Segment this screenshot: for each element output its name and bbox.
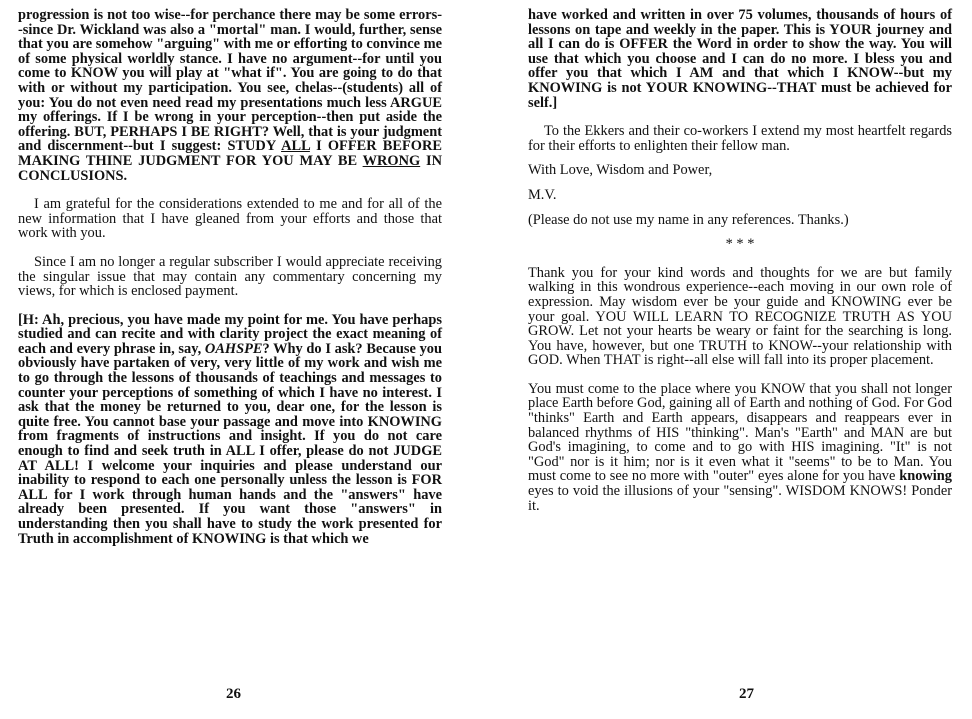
text-run: You must come to the place where you KNOW that you shall not longer place Earth before God, gaining all of Earth and nothing of God. For God "thinks" Earth and Earth appears, disappears and reappears ever in balanced rhythms of HIS "thinking". Man's "Earth" and MAN are but God's imagining, to come and to go with HIS imagining. "It" is not "God" nor is it him; nor is it even what it "seems" to be to Man. You must come to see no more with "outer" eyes alone for you have <box>528 380 953 485</box>
text-run: ? Why do I ask? Because you obviously have partaken of very, very little of my work and wish me to go through the lessons of thousands of teachings and messages to counter your perceptions of something of which I have no interest. I ask that the money be returned to you, dear one, for the lesson is quite free. You cannot base your passage and move into KNOWING from fragments of instructions and insight. If you do not care enough to find and seek truth in ALL I offer, please do not JUDGE AT ALL! I welcome your inquiries and please understand our inability to respond to each one personally unless the lesson is FOR ALL for I work through human hands and the "answers" have already been presented. If you want those "answers" in understanding then you shall have to study the work presented for Truth in accomplishment of KNOWING is that which we <box>18 340 442 547</box>
left-paragraph-2: I am grateful for the considerations extended to me and for all of the new information that I have gleaned from your efforts and those that work with you. <box>18 196 442 242</box>
left-paragraph-4 <box>18 313 442 547</box>
right-paragraph-2: To the Ekkers and their co-workers I extend my most heartfelt regards for their efforts to enlighten their fellow man. <box>528 123 952 154</box>
right-paragraph-note: (Please do not use my name in any references. Thanks.) <box>528 211 849 228</box>
right-paragraph-1: have worked and written in over 75 volumes, thousands of hours of lessons on tape and weekly in the paper. This is YOUR journey and all I can do is OFFER the Word in order to show the way. You will use that which you choose and I can do no more. I bless you and offer you that which I AM and that which I KNOW--but my KNOWING is not YOUR KNOWING--THAT must be achieved for self.] <box>528 7 952 111</box>
bold-word-knowing: knowing <box>899 468 952 485</box>
left-text-column <box>18 8 442 546</box>
left-paragraph-3: Since I am no longer a regular subscriber I would appreciate receiving the singular issue that may contain any commentary concerning my views, for which is enclosed payment. <box>18 253 442 300</box>
left-paragraph-1 <box>18 8 442 183</box>
underlined-word-wrong: WRONG <box>362 152 421 169</box>
right-page <box>486 0 972 719</box>
text-run: [H: Ah, precious, you have made my point for me. You have perhaps studied and can recite and with clarity project the exact meaning of each and every phrase in, say, <box>18 311 442 357</box>
text-run: IN CONCLUSIONS. <box>18 152 443 184</box>
closing-line: With Love, Wisdom and Power, <box>528 162 713 179</box>
section-separator: * * * <box>725 236 755 253</box>
text-run: progression is not too wise--for perchance there may be some errors--since Dr. Wickland was also a "mortal" man. I would, further, sense that you are somehow "arguing" with me or efforting to convince me of some physical worldly stance. I have no argument--for until you come to KNOW you will play at "what if". You are going to do that with or without my participation. You see, chelas--(students) all of you: You do not even need read my presentations much less ARGUE my offerings. If I be wrong in your perception--then put aside the offering. BUT, PERHAPS I BE RIGHT? Well, that is your judgment and discernment--but I suggest: STUDY <box>18 7 442 155</box>
right-text-column <box>528 8 952 513</box>
underlined-word-all: ALL <box>281 138 310 155</box>
italic-title-oahspe: OAHSPE <box>204 340 263 357</box>
page-number-left: 26 <box>226 686 241 702</box>
text-run: I OFFER BEFORE MAKING THINE JUDGMENT FOR YOU MAY BE <box>18 138 442 169</box>
right-paragraph-4 <box>528 382 952 513</box>
page-number-right: 27 <box>739 686 754 702</box>
signature-initials: M.V. <box>528 186 557 203</box>
text-run: eyes to void the illusions of your "sensing". WISDOM KNOWS! Ponder it. <box>528 483 952 514</box>
right-paragraph-3: Thank you for your kind words and thoughts for we are but family walking in this wondrous experience--each moving in our own role of expression. May wisdom ever be your guide and KNOWING ever be your goal. YOU WILL LEARN TO RECOGNIZE TRUTH AS YOU GROW. Let not your hearts be weary or faint for the searching is long. You have, however, but one TRUTH to KNOW--your relationship with GOD. When THAT is right--all else will fall into its proper placement. <box>528 264 952 369</box>
